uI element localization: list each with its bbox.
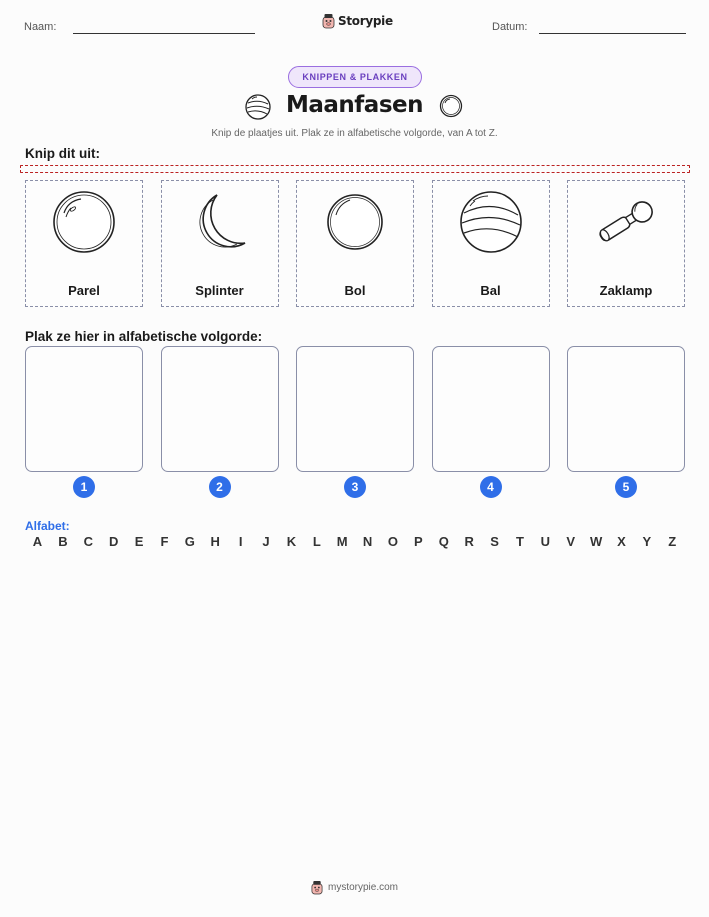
cut-section-title: Knip dit uit: xyxy=(25,146,100,161)
alphabet-letter: P xyxy=(414,534,423,549)
alphabet-letter: Y xyxy=(642,534,652,549)
worksheet-header xyxy=(0,0,709,50)
alphabet-letter: W xyxy=(589,534,603,549)
alphabet-letter: O xyxy=(387,534,399,549)
pig-mascot-icon xyxy=(311,880,323,895)
alphabet-letter: A xyxy=(32,534,43,549)
alphabet-letter: L xyxy=(312,534,321,549)
alphabet-letter: Q xyxy=(438,534,449,549)
title-row xyxy=(0,92,709,122)
pig-mascot-icon xyxy=(322,13,335,29)
alphabet-letter: H xyxy=(210,534,220,549)
alphabet-letter: U xyxy=(540,534,550,549)
activity-badge: KNIPPEN & PLAKKEN xyxy=(288,66,422,88)
instructions-text: Knip de plaatjes uit. Plak ze in alfabetische volgorde, van A tot Z. xyxy=(211,128,498,139)
alphabet-letter: V xyxy=(566,534,576,549)
number-badge: 4 xyxy=(480,476,502,498)
footer-url: mystorypie.com xyxy=(327,882,398,893)
card-label: Bal xyxy=(480,283,501,298)
alphabet-letter: E xyxy=(134,534,144,549)
alphabet-letter: S xyxy=(490,534,499,549)
page-title: Maanfasen xyxy=(286,92,423,118)
paste-box-1[interactable] xyxy=(25,346,143,472)
alphabet-letter: J xyxy=(262,534,270,549)
alphabet-label: Alfabet: xyxy=(25,519,70,533)
date-line xyxy=(539,33,686,34)
name-label: Naam: xyxy=(24,21,57,33)
cut-line xyxy=(20,165,690,173)
cut-card-parel[interactable] xyxy=(25,180,143,307)
paste-boxes xyxy=(25,346,685,501)
alphabet-letter: D xyxy=(108,534,119,549)
alphabet-letter: I xyxy=(238,534,243,549)
date-label: Datum: xyxy=(492,21,528,33)
paste-box-4[interactable] xyxy=(432,346,550,472)
alphabet-row xyxy=(25,534,685,549)
alphabet-letter: N xyxy=(362,534,373,549)
alphabet-letter: M xyxy=(336,534,348,549)
card-label: Splinter xyxy=(195,283,244,298)
cut-card-splinter[interactable] xyxy=(161,180,279,307)
paste-box-5[interactable] xyxy=(567,346,685,472)
alphabet-letter: R xyxy=(464,534,474,549)
name-line xyxy=(73,33,255,34)
alphabet-letter: F xyxy=(160,534,169,549)
flashlight-icon xyxy=(591,189,661,255)
pearl-icon xyxy=(439,94,463,118)
cut-card-bal[interactable] xyxy=(432,180,550,307)
brand-name: Storypie xyxy=(338,14,393,28)
card-label: Zaklamp xyxy=(599,283,653,298)
alphabet-letter: X xyxy=(617,534,626,549)
pearl-icon xyxy=(51,189,117,255)
ball-icon xyxy=(458,189,524,255)
alphabet-letter: B xyxy=(58,534,68,549)
number-badge: 2 xyxy=(209,476,231,498)
alphabet-letter: K xyxy=(286,534,297,549)
number-badge: 1 xyxy=(73,476,95,498)
number-badge: 5 xyxy=(615,476,637,498)
card-label: Bol xyxy=(344,283,366,298)
alphabet-letter: Z xyxy=(668,534,677,549)
alphabet-letter: C xyxy=(83,534,93,549)
footer xyxy=(0,880,709,895)
number-badge: 3 xyxy=(344,476,366,498)
sphere-icon xyxy=(322,189,388,255)
paste-section-title: Plak ze hier in alfabetische volgorde: xyxy=(25,329,263,344)
card-label: Parel xyxy=(68,283,100,298)
cut-cards xyxy=(25,180,685,307)
alphabet-letter: G xyxy=(184,534,195,549)
cut-card-bol[interactable] xyxy=(296,180,414,307)
crescent-moon-icon xyxy=(187,189,253,255)
paste-box-2[interactable] xyxy=(161,346,279,472)
brand-logo xyxy=(322,13,393,29)
paste-box-3[interactable] xyxy=(296,346,414,472)
alphabet-letter: T xyxy=(515,534,524,549)
cut-card-zaklamp[interactable] xyxy=(567,180,685,307)
